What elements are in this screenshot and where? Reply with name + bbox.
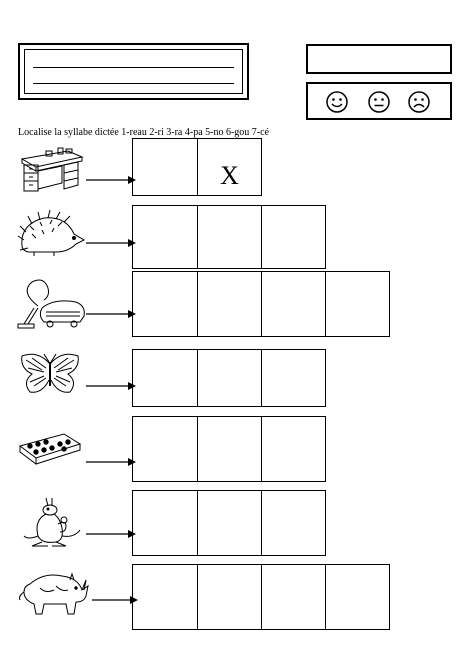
syllable-cell[interactable] — [261, 491, 325, 555]
arrow-icon — [86, 381, 136, 391]
date-box[interactable] — [306, 44, 452, 74]
syllable-cell[interactable] — [133, 206, 197, 268]
syllable-cell[interactable] — [261, 272, 325, 336]
syllable-cell[interactable] — [197, 350, 261, 406]
syllable-cell[interactable] — [133, 491, 197, 555]
arrow-icon — [86, 309, 136, 319]
syllable-cell[interactable] — [197, 139, 261, 195]
self-evaluation-box — [306, 82, 452, 120]
syllable-cell[interactable] — [261, 206, 325, 268]
syllable-cell[interactable] — [197, 272, 261, 336]
syllable-cell[interactable] — [133, 565, 197, 629]
syllable-grid — [132, 205, 326, 269]
arrow-icon — [86, 175, 136, 185]
syllable-cell[interactable] — [261, 565, 325, 629]
hedgehog-icon — [14, 210, 86, 260]
syllable-grid — [132, 271, 390, 337]
sad-face-icon[interactable] — [408, 91, 430, 113]
syllable-cell[interactable] — [325, 272, 389, 336]
syllable-grid — [132, 138, 262, 196]
syllable-cell[interactable] — [197, 491, 261, 555]
answer-mark: X — [220, 161, 239, 190]
name-line — [33, 83, 234, 84]
syllable-cell[interactable] — [133, 350, 197, 406]
syllable-cell[interactable] — [133, 417, 197, 481]
syllable-cell[interactable] — [261, 417, 325, 481]
name-line — [33, 67, 234, 68]
desk-icon — [18, 145, 84, 195]
syllable-cell[interactable] — [133, 272, 197, 336]
syllable-cell[interactable] — [197, 417, 261, 481]
domino-icon — [16, 430, 84, 472]
happy-face-icon[interactable] — [326, 91, 348, 113]
name-box[interactable] — [18, 43, 249, 100]
instruction-text: Localise la syllabe dictée 1-reau 2-ri 3-ra 4-pa 5-no 6-gou 7-cé — [18, 127, 269, 138]
arrow-icon — [86, 457, 136, 467]
name-box-inner — [24, 49, 243, 94]
syllable-cell[interactable] — [325, 565, 389, 629]
syllable-grid — [132, 564, 390, 630]
syllable-cell[interactable] — [197, 565, 261, 629]
arrow-icon — [86, 529, 136, 539]
syllable-cell[interactable] — [197, 206, 261, 268]
vacuum-cleaner-icon — [14, 276, 88, 334]
butterfly-icon — [18, 350, 82, 398]
syllable-grid — [132, 490, 326, 556]
syllable-grid — [132, 349, 326, 407]
syllable-cell[interactable] — [133, 139, 197, 195]
syllable-grid — [132, 416, 326, 482]
rhinoceros-icon — [16, 568, 90, 618]
arrow-icon — [86, 238, 136, 248]
syllable-cell[interactable] — [261, 350, 325, 406]
neutral-face-icon[interactable] — [368, 91, 390, 113]
kangaroo-icon — [22, 496, 84, 550]
